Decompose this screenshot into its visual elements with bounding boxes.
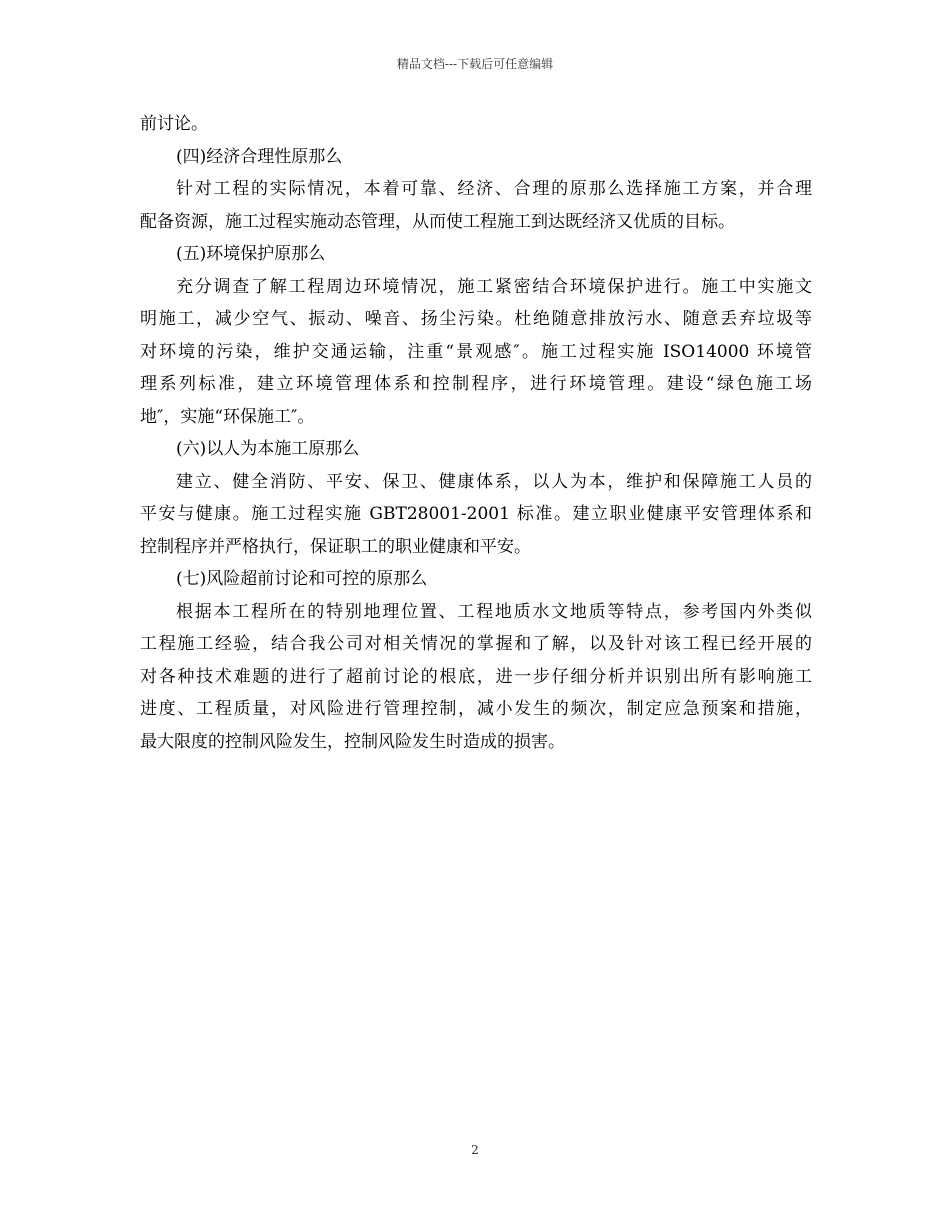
text-line: 控制程序并严格执行，保证职工的职业健康和平安。 [140,536,531,557]
text-line: 平安与健康。施工过程实施 GBT28001-2001 标准。建立职业健康平安管理体系和 [140,504,812,524]
document-body [140,108,812,758]
text-line: 明施工，减少空气、振动、噪音、扬尘污染。杜绝随意排放污水、随意丢弃垃圾等 [140,309,812,329]
text-line: (七)风险超前讨论和可控的原那么 [176,569,428,589]
text-line: (四)经济合理性原那么 [176,146,343,167]
text-line: 配备资源，施工过程实施动态管理，从而使工程施工到达既经济又优质的目标。 [140,211,735,232]
text-line: (五)环境保护原那么 [176,244,326,264]
text-line: 充分调查了解工程周边环境情况，施工紧密结合环境保护进行。施工中实施文 [176,276,812,297]
text-line: 针对工程的实际情况，本着可靠、经济、合理的原那么选择施工方案，并合理 [176,179,812,199]
text-line: 工程施工经验，结合我公司对相关情况的掌握和了解，以及针对该工程已经开展的 [140,634,812,654]
text-line: 理系列标准，建立环境管理体系和控制程序，进行环境管理。建设“绿色施工场 [140,374,812,394]
text-line: (六)以人为本施工原那么 [176,439,360,459]
text-line: 对环境的污染，维护交通运输，注重“景观感″。施工过程实施 ISO14000 环境管 [140,341,812,362]
text-line: 最大限度的控制风险发生，控制风险发生时造成的损害。 [140,731,565,752]
text-line: 前讨论。 [140,114,208,134]
text-line: 建立、健全消防、平安、保卫、健康体系，以人为本，维护和保障施工人员的 [176,471,812,492]
text-line: 对各种技术难题的进行了超前讨论的根底，进一步仔细分析并识别出所有影响施工 [140,666,812,687]
page-header: 精品文档---下载后可任意编辑 [396,57,554,71]
text-line: 地″，实施“环保施工″。 [140,406,315,427]
text-line: 根据本工程所在的特别地理位置、工程地质水文地质等特点，参考国内外类似 [176,601,812,622]
text-line: 进度、工程质量，对风险进行管理控制，减小发生的频次，制定应急预案和措施， [140,699,812,719]
page-number: 2 [471,1143,479,1157]
